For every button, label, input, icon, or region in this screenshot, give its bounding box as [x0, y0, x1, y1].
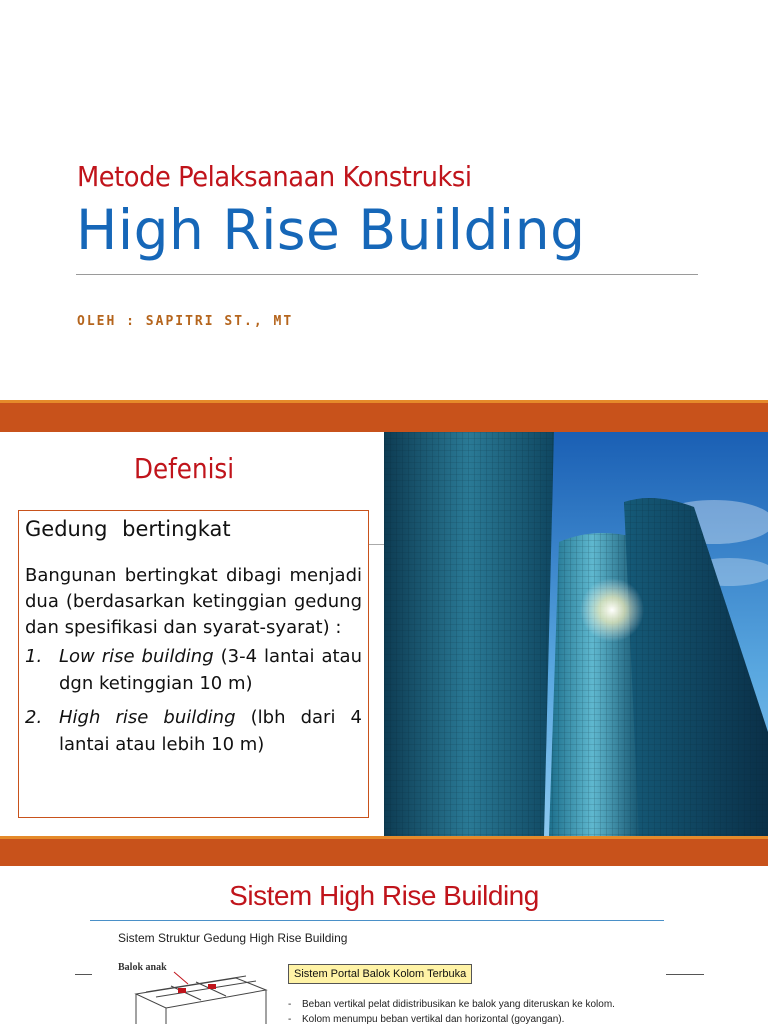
definition-paragraph: Bangunan bertingkat dibagi menjadi dua (berdasarkan ketinggian gedung dan spesifikasi dan syarat-syarat) : [25, 565, 362, 638]
diagram-label: Balok anak [118, 962, 167, 973]
side-line-right [666, 974, 704, 975]
definition-box [18, 510, 369, 818]
system-title-rule [90, 920, 664, 921]
list-item: - Beban vertikal pelat didistribusikan ke balok yang diteruskan ke kolom. [288, 997, 615, 1012]
skyscrapers-photo [384, 432, 768, 836]
box-title: Gedung bertingkat [25, 517, 231, 541]
system-bullet-list [288, 997, 615, 1024]
title-divider [76, 274, 698, 275]
slide-title: High Rise Building [76, 198, 586, 262]
side-line-left [75, 974, 92, 975]
slide-separator-bar [0, 400, 768, 432]
definition-slide [0, 432, 768, 836]
list-number: 1. [25, 646, 43, 667]
portal-label: Sistem Portal Balok Kolom Terbuka [288, 964, 472, 984]
list-detail: (lbh dari 4 lantai atau lebih 10 m) [59, 707, 362, 755]
system-subtitle: Sistem Struktur Gedung High Rise Building [118, 931, 348, 945]
list-detail: (3-4 lantai atau dgn ketinggian 10 m) [59, 646, 362, 694]
structure-diagram [116, 970, 276, 1024]
list-number: 2. [25, 707, 43, 728]
title-slide [0, 0, 768, 400]
list-term: High rise building [59, 707, 236, 728]
list-item [25, 704, 362, 758]
system-slide [0, 866, 768, 1024]
list-item [25, 643, 362, 697]
list-term: Low rise building [59, 646, 214, 667]
connector-line [369, 544, 385, 545]
system-title: Sistem High Rise Building [229, 880, 539, 911]
definition-heading: Defenisi [134, 452, 235, 485]
building-type-list [25, 643, 362, 758]
slide-subtitle: Metode Pelaksanaan Konstruksi [77, 160, 472, 193]
list-item: - Kolom menumpu beban vertikal dan horizontal (goyangan). [288, 1012, 615, 1024]
slide-separator-bar [0, 836, 768, 866]
author-line: OLEH : SAPITRI ST., MT [77, 314, 294, 329]
